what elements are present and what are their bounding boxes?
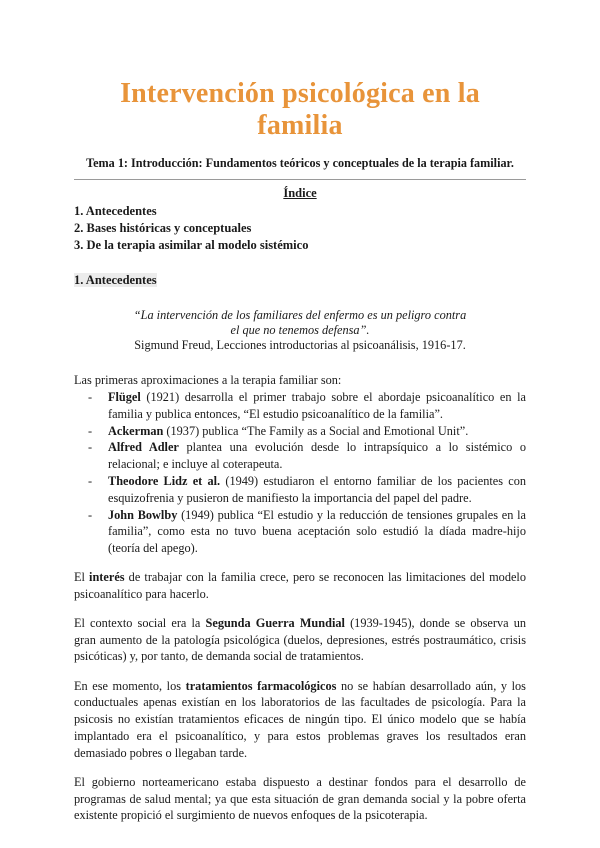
toc-item: 1. Antecedentes <box>74 204 157 218</box>
body-paragraph <box>74 615 526 665</box>
body-paragraph <box>74 678 526 762</box>
paragraph-emphasis: Segunda Guerra Mundial <box>205 615 345 630</box>
intro-paragraph: Las primeras aproximaciones a la terapia familiar son: <box>74 373 342 387</box>
quote-line: “La intervención de los familiares del enfermo es un peligro contra <box>133 308 467 322</box>
list-item <box>74 507 526 557</box>
list-item-text: plantea una evolución desde lo intrapsíquico a lo sistémico o relacional; e incluye al coterapeuta. <box>108 440 526 472</box>
author-name: Theodore Lidz et al. <box>108 473 221 488</box>
author-name: Flügel <box>108 390 141 404</box>
paragraph-text: El gobierno norteamericano estaba dispuesto a destinar fondos para el desarrollo de programas de salud mental; ya que esta situación de gran demanda social y la pobre oferta existente propició el surgimiento de nuevos enfoques de la psicoterapia. <box>74 774 526 823</box>
section-heading <box>74 272 526 288</box>
author-name: Alfred Adler <box>108 440 179 455</box>
paragraph-text: El contexto social era la <box>74 615 206 630</box>
quote-source: Sigmund Freud, Lecciones introductorias al psicoanálisis, 1916-17. <box>134 338 466 352</box>
document-subtitle: Tema 1: Introducción: Fundamentos teóricos y conceptuales de la terapia familiar. <box>86 156 514 170</box>
bullet-dash: - <box>88 423 93 438</box>
author-name: Ackerman <box>108 423 164 438</box>
list-item <box>74 439 526 473</box>
paragraph-text: de trabajar con la familia crece, pero se reconocen las limitaciones del modelo psicoanalítico para hacerlo. <box>74 569 526 601</box>
paragraph-text: (1939-1945), donde se observa un gran aumento de la patología psicológica (duelos, depresiones, estrés postraumático, crisis psicóticas) y, por tanto, de demanda social de tratamientos. <box>74 615 526 664</box>
bullet-dash: - <box>88 390 93 404</box>
list-item-text: (1937) publica “The Family as a Social and Emotional Unit”. <box>163 423 469 438</box>
body-paragraph <box>74 774 526 824</box>
toc-heading: Índice <box>283 186 317 200</box>
toc-item: 3. De la terapia asimilar al modelo sistémico <box>74 238 309 252</box>
document-title: Intervención psicológica en la familia <box>120 78 480 141</box>
horizontal-divider <box>74 179 526 180</box>
list-item <box>74 423 526 440</box>
list-item <box>74 389 526 423</box>
paragraph-emphasis: interés <box>89 569 125 584</box>
table-of-contents <box>74 203 526 254</box>
list-item-text: (1949) estudiaron el entorno familiar de los pacientes con esquizofrenia y pusieron de manifiesto la importancia del papel del padre. <box>108 473 526 505</box>
bullet-dash: - <box>88 440 93 455</box>
body-paragraph <box>74 569 526 603</box>
author-name: John Bowlby <box>108 507 178 522</box>
section-heading-text: 1. Antecedentes <box>74 273 157 287</box>
paragraph-text: En ese momento, los <box>74 678 186 693</box>
bullet-dash: - <box>88 507 93 522</box>
quote-line: el que no tenemos defensa”. <box>230 323 370 337</box>
paragraph-text: no se habían desarrollado aún, y los conductuales apenas existían en los laboratorios de las facultades de psicología. Para la psicosis no existían tratamientos eficaces de ningún tipo. El único modelo que se había implantado era el psicoanalítico, y para estos problemas graves los resultados eran demasiado pobres o llegaban tarde. <box>74 678 526 760</box>
epigraph-quote <box>74 308 526 353</box>
toc-item: 2. Bases históricas y conceptuales <box>74 221 252 235</box>
list-item-text: (1949) publica “El estudio y la reducción de tensiones grupales en la familia”, como esta no tuvo buena aceptación solo estudió la díada madre-hijo (teoría del apego). <box>108 507 526 556</box>
paragraph-text: El <box>74 569 90 584</box>
list-item-text: (1921) desarrolla el primer trabajo sobre el abordaje psicoanalítico en la familia y publica entonces, “El estudio psicoanalítico de la familia”. <box>108 390 526 421</box>
list-item <box>74 473 526 507</box>
bullet-dash: - <box>88 473 93 488</box>
antecedents-list <box>74 389 526 557</box>
paragraph-emphasis: tratamientos farmacológicos <box>185 678 337 693</box>
